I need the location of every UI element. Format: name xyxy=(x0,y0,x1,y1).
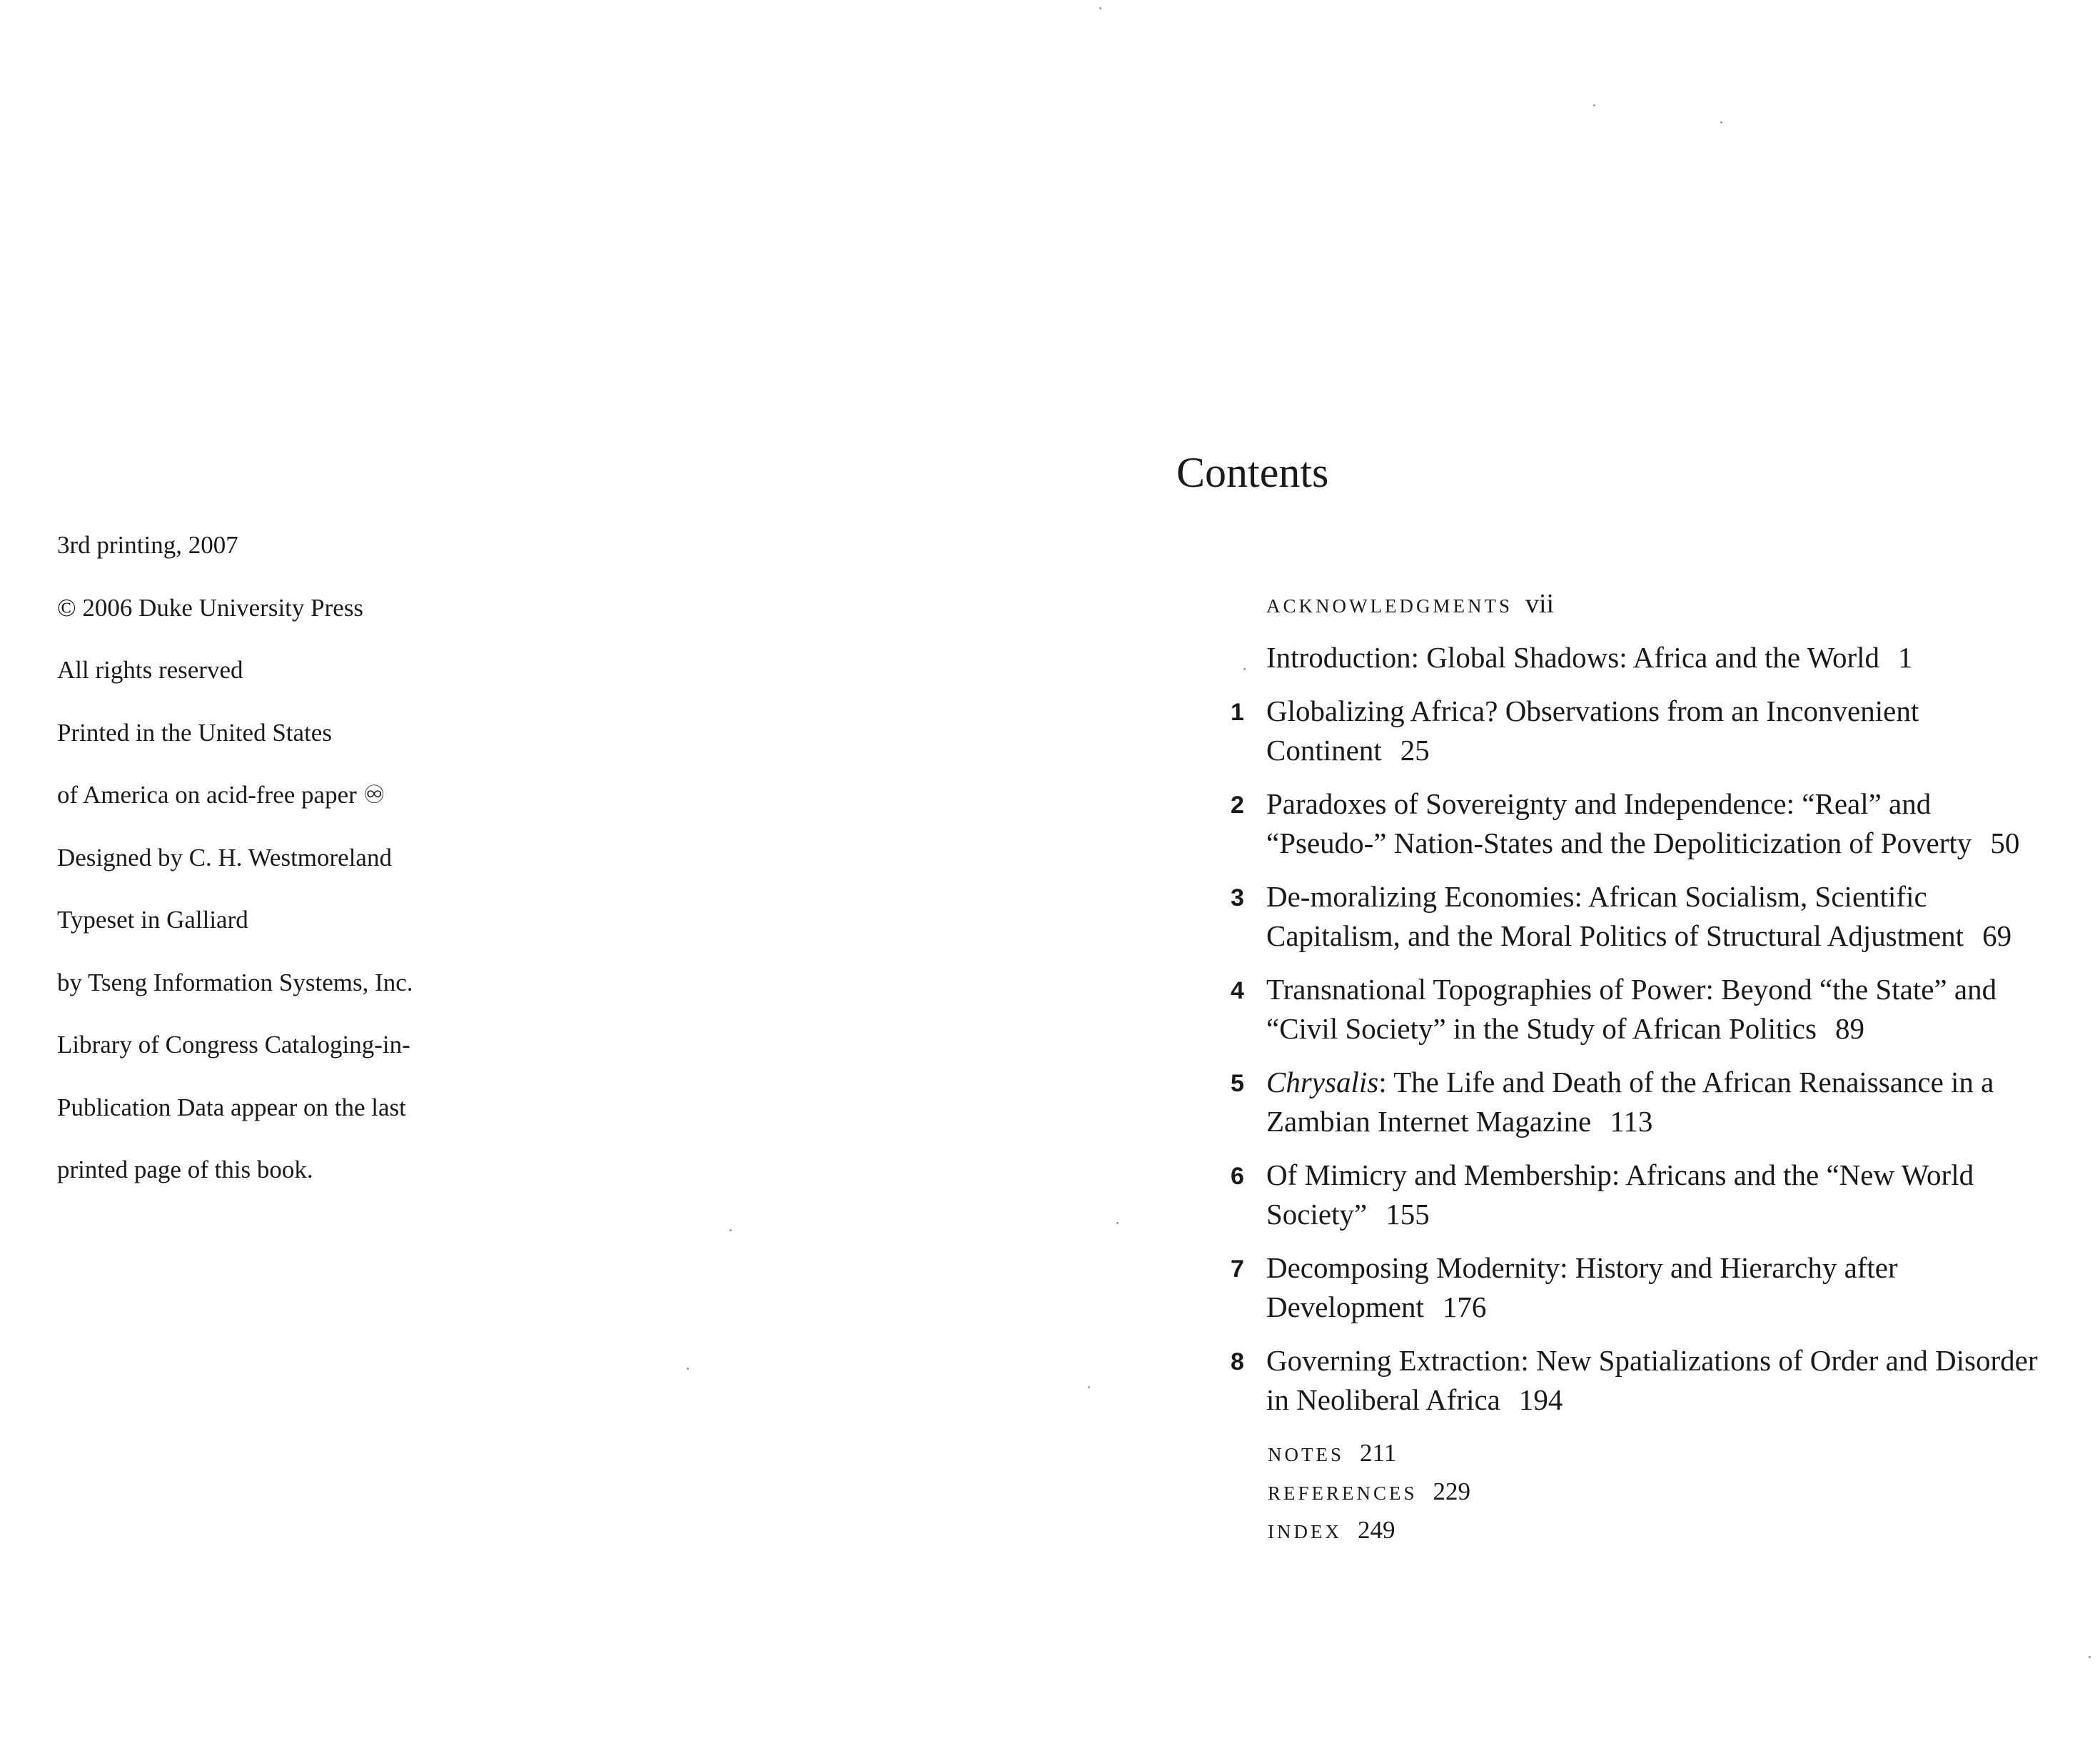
toc-entry-title: Decomposing Modernity: History and Hierarchy after Development xyxy=(1266,1251,1898,1323)
toc-entry-title: Of Mimicry and Membership: Africans and the “New World Society” xyxy=(1266,1158,1974,1231)
toc-label: INDEX xyxy=(1268,1521,1342,1542)
toc-page-number: 211 xyxy=(1360,1439,1397,1467)
toc-notes xyxy=(1268,1434,2041,1472)
contents-title: Contents xyxy=(1176,449,1329,496)
toc-chapter-6 xyxy=(1213,1156,2041,1234)
typeset-line: Typeset in Galliard xyxy=(57,906,248,934)
toc-page-number: 155 xyxy=(1385,1198,1430,1231)
designer-line: Designed by C. H. Westmoreland xyxy=(57,843,392,872)
toc-page-number: 229 xyxy=(1433,1477,1471,1505)
scan-speck xyxy=(1116,1222,1119,1224)
toc-chapter-2 xyxy=(1213,784,2041,863)
toc-chapter-3 xyxy=(1213,877,2041,956)
toc-page-number: vii xyxy=(1525,589,1555,619)
toc-acknowledgments xyxy=(1266,584,2041,624)
toc-index xyxy=(1268,1511,2041,1550)
copyright-block xyxy=(57,525,500,1212)
scan-speck xyxy=(2089,1656,2091,1658)
toc-page-number: 25 xyxy=(1400,734,1430,767)
toc-entry-title: Paradoxes of Sovereignty and Independence: “Real” and “Pseudo-” Nation-States and the Depoliticization of Poverty xyxy=(1266,787,1972,859)
printed-in-line: Printed in the United States xyxy=(57,718,332,747)
typesetter-line: by Tseng Information Systems, Inc. xyxy=(57,968,413,996)
scan-speck xyxy=(1243,668,1246,670)
toc-page-number: 50 xyxy=(1990,827,2020,859)
chapter-number: 6 xyxy=(1231,1163,1244,1190)
cip-line-2: Publication Data appear on the last xyxy=(57,1093,406,1121)
toc-page-number: 89 xyxy=(1834,1012,1864,1045)
toc-references xyxy=(1268,1472,2041,1511)
paper-line: of America on acid-free paper ♾ xyxy=(57,781,385,809)
scan-speck xyxy=(1099,7,1101,9)
table-of-contents xyxy=(1213,584,2041,1550)
scan-speck xyxy=(1593,104,1595,106)
toc-entry-title: Transnational Topographies of Power: Beyond “the State” and “Civil Society” in the Study of African Politics xyxy=(1266,973,1997,1045)
toc-page-number: 194 xyxy=(1518,1383,1563,1416)
copyright-line: © 2006 Duke University Press xyxy=(57,593,364,622)
toc-label: ACKNOWLEDGMENTS xyxy=(1266,595,1513,617)
toc-page-number: 113 xyxy=(1610,1105,1653,1138)
cip-line-3: printed page of this book. xyxy=(57,1156,313,1183)
scan-speck xyxy=(730,1229,732,1231)
scan-speck xyxy=(1720,121,1722,123)
toc-entry-title: De-moralizing Economies: African Socialism, Scientific Capitalism, and the Moral Politics of Structural Adjustment xyxy=(1266,880,1964,952)
scan-speck xyxy=(1088,1386,1090,1388)
toc-chapter-1 xyxy=(1213,692,2041,770)
toc-chapter-7 xyxy=(1213,1248,2041,1327)
rights-line: All rights reserved xyxy=(57,656,243,684)
toc-entry-title-italic: Chrysalis xyxy=(1266,1066,1379,1098)
toc-page-number: 69 xyxy=(1982,919,2012,952)
toc-introduction xyxy=(1213,638,2041,677)
toc-entry-title: Introduction: Global Shadows: Africa and the World xyxy=(1266,641,1880,674)
cip-line-1: Library of Congress Cataloging-in- xyxy=(57,1031,410,1059)
toc-label: REFERENCES xyxy=(1268,1482,1418,1504)
chapter-number: 8 xyxy=(1231,1348,1244,1375)
toc-entry-title: : The Life and Death of the African Renaissance in a Zambian Internet Magazine xyxy=(1266,1066,1994,1138)
chapter-number: 3 xyxy=(1231,884,1244,911)
toc-entry-title: Governing Extraction: New Spatializations of Order and Disorder in Neoliberal Africa xyxy=(1266,1344,2038,1416)
toc-chapter-5 xyxy=(1213,1063,2041,1141)
chapter-number: 2 xyxy=(1231,792,1244,819)
toc-page-number: 249 xyxy=(1357,1516,1395,1544)
toc-label: NOTES xyxy=(1268,1444,1344,1465)
chapter-number: 1 xyxy=(1231,699,1244,726)
chapter-number: 7 xyxy=(1231,1256,1244,1283)
toc-chapter-8 xyxy=(1213,1341,2041,1420)
toc-page-number: 1 xyxy=(1898,641,1913,674)
toc-page-number: 176 xyxy=(1442,1290,1487,1323)
chapter-number: 5 xyxy=(1231,1070,1244,1097)
toc-entry-title: Globalizing Africa? Observations from an Inconvenient Continent xyxy=(1266,694,1919,767)
chapter-number: 4 xyxy=(1231,977,1244,1004)
scan-speck xyxy=(687,1368,689,1370)
toc-chapter-4 xyxy=(1213,970,2041,1049)
printing-line: 3rd printing, 2007 xyxy=(57,531,238,559)
